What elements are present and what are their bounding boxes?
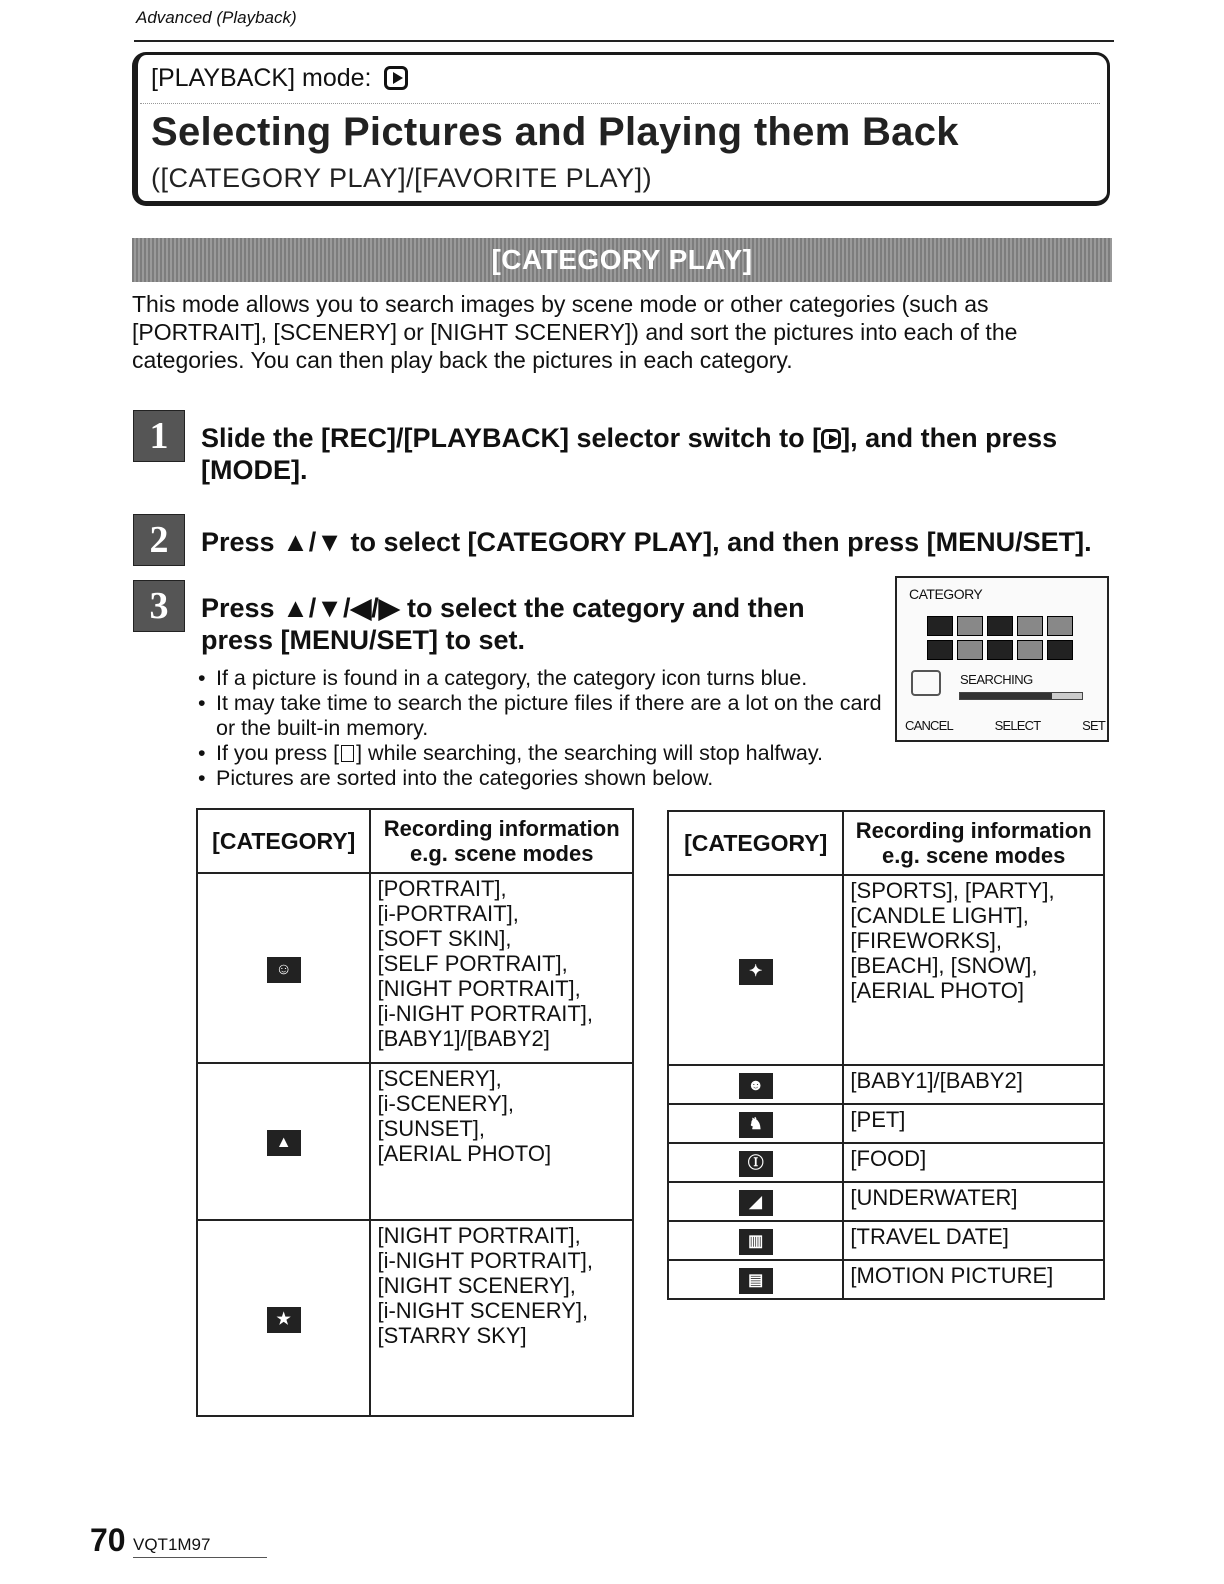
step-1-text-a: Slide the [REC]/[PLAYBACK] selector switch to [: [201, 423, 822, 453]
lcd-select-label: SELECT: [994, 718, 1041, 733]
table-row: [197, 873, 633, 1063]
banner-label: [CATEGORY PLAY]: [491, 244, 753, 275]
table-row: [668, 1221, 1104, 1260]
search-animation-icon: [911, 670, 941, 696]
table-row: [668, 1260, 1104, 1299]
lcd-category-cell: [957, 640, 983, 660]
sports-event-icon: ✦: [739, 959, 773, 985]
search-progress-bar: [959, 692, 1083, 700]
lcd-icon-row-1: [927, 616, 1073, 636]
recording-info-cell: [FOOD]: [843, 1143, 1104, 1182]
header-recording-line-2: e.g. scene modes: [410, 841, 594, 866]
lcd-category-cell: [927, 616, 953, 636]
header-recording-line-1: Recording information: [855, 818, 1092, 843]
section-label: Advanced (Playback): [136, 8, 297, 27]
mode-label: [PLAYBACK] mode:: [151, 64, 372, 92]
note-item: • Pictures are sorted into the categories shown below.: [198, 766, 888, 791]
recording-info-cell: [SCENERY], [i-SCENERY], [SUNSET], [AERIAL PHOTO]: [370, 1063, 633, 1220]
recording-info-cell: [TRAVEL DATE]: [843, 1221, 1104, 1260]
document-code: VQT1M97: [133, 1535, 211, 1554]
page-title: Selecting Pictures and Playing them Back: [151, 110, 959, 154]
step-1-number: 1: [133, 410, 185, 462]
table-row: [197, 1220, 633, 1416]
table-row: [668, 1104, 1104, 1143]
playback-switch-icon: [821, 429, 841, 449]
playback-mode-icon: [384, 66, 408, 90]
motion-picture-icon: ▤: [739, 1268, 773, 1294]
lcd-set-label: SET: [1082, 718, 1105, 733]
baby-icon: ☻: [739, 1073, 773, 1099]
step-3-number: 3: [133, 580, 185, 632]
recording-info-cell: [PET]: [843, 1104, 1104, 1143]
table-row: [668, 1065, 1104, 1104]
lcd-category-cell: [927, 640, 953, 660]
step-2-text: Press ▲/▼ to select [CATEGORY PLAY], and then press [MENU/SET].: [201, 527, 1092, 557]
note-text: ] while searching, the searching will stop halfway.: [356, 741, 823, 765]
recording-info-cell: [MOTION PICTURE]: [843, 1260, 1104, 1299]
step-1-text: [201, 422, 1101, 486]
table-row: [668, 1143, 1104, 1182]
camera-screen-illustration: [895, 576, 1109, 742]
night-scenery-icon: ★: [267, 1307, 301, 1333]
notes-list: [198, 666, 888, 791]
mode-line: [151, 64, 408, 93]
header-category: [CATEGORY]: [197, 809, 370, 873]
note-item: [198, 741, 888, 766]
category-play-banner: [132, 238, 1112, 282]
trash-icon: [341, 745, 354, 762]
portrait-icon: ☺: [267, 957, 301, 983]
header-recording-info: [843, 811, 1104, 875]
lcd-category-cell: [987, 616, 1013, 636]
note-text: If you press [: [216, 741, 340, 765]
lcd-title: CATEGORY: [909, 586, 983, 602]
category-table-left: [196, 808, 634, 1417]
lcd-category-cell: [1017, 640, 1043, 660]
lcd-status: SEARCHING: [960, 672, 1033, 687]
category-table-right: [667, 810, 1105, 1300]
note-item: • If a picture is found in a category, the category icon turns blue.: [198, 666, 888, 691]
travel-date-icon: ▥: [739, 1229, 773, 1255]
table-header-row: [668, 811, 1104, 875]
step-3-line-2: press [MENU/SET] to set.: [201, 625, 526, 655]
recording-info-cell: [BABY1]/[BABY2]: [843, 1065, 1104, 1104]
title-divider: [140, 103, 1100, 104]
page-number: 70: [90, 1522, 126, 1558]
lcd-category-cell: [1047, 616, 1073, 636]
lcd-footer: [905, 718, 1105, 733]
page-subtitle: ([CATEGORY PLAY]/[FAVORITE PLAY]): [151, 163, 653, 193]
footer-rule: [133, 1557, 267, 1558]
recording-info-cell: [SPORTS], [PARTY], [CANDLE LIGHT], [FIREWORKS], [BEACH], [SNOW], [AERIAL PHOTO]: [843, 875, 1104, 1065]
step-2-number: 2: [133, 514, 185, 566]
table-row: [197, 1063, 633, 1220]
note-item: • It may take time to search the picture files if there are a lot on the card or the built-in memory.: [198, 691, 888, 741]
intro-paragraph: This mode allows you to search images by scene mode or other categories (such as [PORTRAIT], [SCENERY] or [NIGHT SCENERY]) and sort the pictures into each of the categories. You can then play back the pictures in each category.: [132, 291, 1018, 373]
scenery-icon: ▲: [267, 1130, 301, 1156]
table-row: [668, 875, 1104, 1065]
recording-info-cell: [NIGHT PORTRAIT], [i-NIGHT PORTRAIT], [NIGHT SCENERY], [i-NIGHT SCENERY], [STARRY SKY]: [370, 1220, 633, 1416]
lcd-category-cell: [987, 640, 1013, 660]
table-row: [668, 1182, 1104, 1221]
lcd-category-cell: [1017, 616, 1043, 636]
step-3-line-1: Press ▲/▼/◀/▶ to select the category and then: [201, 593, 805, 623]
pet-icon: ♞: [739, 1112, 773, 1138]
table-header-row: [197, 809, 633, 873]
lcd-cancel-label: CANCEL: [905, 718, 953, 733]
search-progress-fill: [960, 693, 1052, 699]
lcd-icon-row-2: [927, 640, 1073, 660]
recording-info-cell: [UNDERWATER]: [843, 1182, 1104, 1221]
lcd-category-cell: [957, 616, 983, 636]
header-rule: [134, 40, 1114, 42]
food-icon: Ⓘ: [739, 1151, 773, 1177]
recording-info-cell: [PORTRAIT], [i-PORTRAIT], [SOFT SKIN], [SELF PORTRAIT], [NIGHT PORTRAIT], [i-NIGHT PORTRAIT], [BABY1]/[BABY2]: [370, 873, 633, 1063]
header-recording-info: [370, 809, 633, 873]
step-1-text-b: ], and then press [MODE].: [201, 423, 1058, 485]
header-recording-line-2: e.g. scene modes: [881, 843, 1066, 868]
lcd-category-cell: [1047, 640, 1073, 660]
header-category: [CATEGORY]: [668, 811, 843, 875]
header-recording-line-1: Recording information: [383, 816, 620, 841]
underwater-icon: ◢: [739, 1190, 773, 1216]
